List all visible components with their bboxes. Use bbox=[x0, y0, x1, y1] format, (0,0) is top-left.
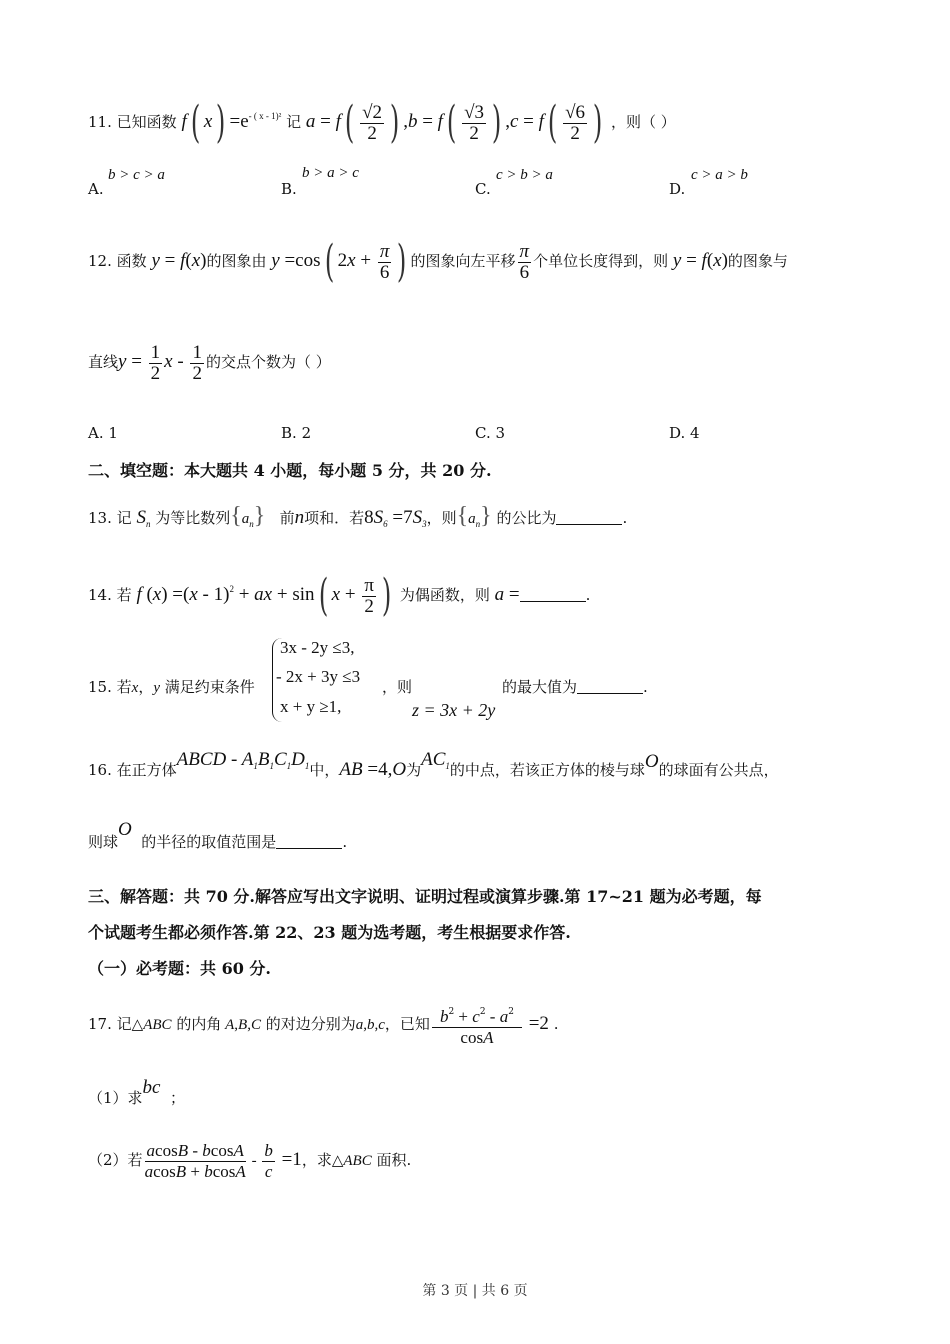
question-text: 为 bbox=[406, 761, 422, 779]
math-expression: , bbox=[505, 111, 510, 132]
constraint-2: - 2x + 3y ≤3 bbox=[276, 667, 361, 686]
fraction: $\frac{b}{c}$ bbox=[264, 1140, 273, 1181]
math-expression: 2 bbox=[337, 250, 348, 271]
question-text: 面积. bbox=[376, 1151, 412, 1169]
math-expression: △ bbox=[331, 1153, 344, 1169]
math-expression: a bbox=[494, 584, 505, 605]
math-expression: = bbox=[518, 111, 539, 132]
math-expression: + bbox=[355, 250, 376, 271]
fraction: $\frac{1}{2}$ bbox=[150, 341, 161, 384]
math-expression: - 1)$^2$ + bbox=[197, 584, 255, 605]
math-expression: , bbox=[363, 1017, 367, 1033]
page-footer: 第 3 页 | 共 6 页 bbox=[422, 1283, 528, 1299]
question-text: 的最大值为 bbox=[502, 678, 578, 696]
math-expression: x bbox=[152, 584, 162, 605]
answer-blank[interactable] bbox=[577, 679, 643, 694]
math-expression: , bbox=[403, 111, 408, 132]
fraction: $\frac{√2}{2}$ bbox=[362, 101, 383, 144]
left-paren: ( bbox=[446, 97, 457, 148]
math-expression: $a_n$ bbox=[468, 511, 481, 529]
question-text: 则球 bbox=[88, 833, 119, 851]
question-text: 记 bbox=[116, 509, 132, 527]
question-text: ， bbox=[138, 678, 154, 696]
question-text: 的公比为 bbox=[496, 509, 557, 527]
question-12-line-2 bbox=[88, 338, 331, 386]
option-c[interactable] bbox=[475, 180, 491, 198]
question-text: 若 bbox=[116, 586, 132, 604]
math-expression: =2 bbox=[523, 1013, 549, 1034]
right-paren: ) bbox=[397, 236, 407, 287]
math-expression: f bbox=[180, 250, 186, 271]
question-number: 13. bbox=[88, 509, 112, 527]
question-text: 直线 bbox=[88, 353, 119, 371]
option-letter: A. bbox=[88, 180, 104, 198]
option-letter: C. bbox=[475, 424, 491, 442]
question-number: 16. bbox=[88, 761, 112, 779]
right-brace: } bbox=[480, 503, 492, 529]
objective-function: z = 3x + 2y bbox=[412, 700, 496, 720]
right-paren: ) bbox=[389, 97, 400, 148]
option-letter: D. bbox=[669, 180, 686, 198]
fraction: $\frac{acosB - bcosA}{acosB + bcosA}$ bbox=[144, 1140, 246, 1181]
question-text: ，求 bbox=[301, 1151, 332, 1169]
option-d[interactable] bbox=[669, 424, 700, 442]
option-value: 4 bbox=[690, 424, 700, 442]
question-text: . bbox=[622, 509, 628, 527]
math-expression: y bbox=[271, 250, 280, 271]
question-text: 若 bbox=[116, 678, 132, 696]
answer-blank[interactable] bbox=[520, 587, 586, 602]
math-expression: = bbox=[681, 250, 702, 271]
option-value: 3 bbox=[495, 424, 506, 442]
option-letter: B. bbox=[281, 424, 297, 442]
question-17-part-1 bbox=[88, 1078, 185, 1118]
math-expression: ) bbox=[721, 250, 728, 271]
math-expression: c bbox=[509, 111, 519, 132]
math-expression: x bbox=[347, 250, 356, 271]
math-expression: ) bbox=[200, 250, 207, 271]
question-14 bbox=[88, 564, 591, 621]
math-expression: $S_n$ bbox=[136, 507, 151, 529]
question-17-part-2 bbox=[88, 1134, 411, 1186]
math-expression: $S_6$ bbox=[373, 507, 388, 529]
part-label: （2）若 bbox=[88, 1151, 143, 1169]
question-15 bbox=[88, 676, 255, 697]
question-text: 个单位长度得到，则 bbox=[533, 252, 669, 270]
question-text: . bbox=[342, 833, 348, 851]
math-expression: =7 bbox=[387, 507, 413, 528]
math-expression: O bbox=[644, 751, 659, 772]
question-text: ； bbox=[170, 1089, 186, 1107]
right-paren: ) bbox=[491, 97, 502, 148]
fraction: $\frac{√3}{2}$ bbox=[464, 101, 485, 144]
math-expression: f bbox=[136, 584, 142, 605]
math-expression: f bbox=[437, 111, 443, 132]
question-number: 15. bbox=[88, 678, 112, 696]
fraction: $\frac{\pi}{2}$ bbox=[364, 574, 374, 617]
question-text: 为等比数列 bbox=[155, 509, 231, 527]
question-text: 的图象向左平移 bbox=[410, 252, 516, 270]
math-expression: ) =( bbox=[161, 584, 190, 605]
math-expression: , bbox=[234, 1017, 239, 1033]
option-c-expr: c > b > a bbox=[496, 167, 553, 183]
math-expression: $S_3$ bbox=[412, 507, 427, 529]
question-text: 已知函数 bbox=[116, 113, 177, 131]
math-expression: a bbox=[355, 1017, 364, 1033]
question-text: ，则 bbox=[426, 509, 457, 527]
option-c[interactable] bbox=[475, 424, 505, 442]
section-heading-line-2: 个试题考生都必须作答.第 22、23 题为选考题，考生根据要求作答. bbox=[88, 923, 571, 942]
question-text: 的对边分别为 bbox=[265, 1015, 356, 1033]
math-expression: ( bbox=[185, 250, 192, 271]
question-number: 17. bbox=[88, 1015, 112, 1033]
left-paren: ( bbox=[190, 97, 201, 148]
right-paren: ) bbox=[381, 570, 392, 621]
option-letter: B. bbox=[281, 180, 297, 198]
math-expression: x bbox=[203, 111, 213, 132]
question-text: 的内角 bbox=[176, 1015, 222, 1033]
answer-blank[interactable] bbox=[276, 834, 342, 849]
option-a[interactable] bbox=[88, 424, 118, 442]
math-expression: - bbox=[172, 351, 189, 372]
math-expression: $AC_1$ bbox=[421, 749, 450, 771]
question-number: 14. bbox=[88, 586, 112, 604]
left-brace: { bbox=[456, 503, 469, 529]
question-number: 11. bbox=[88, 113, 112, 131]
question-text: 为偶函数，则 bbox=[399, 586, 490, 604]
option-b[interactable] bbox=[281, 424, 311, 442]
math-expression: x bbox=[189, 584, 198, 605]
question-text: 项和．若 bbox=[304, 509, 365, 527]
option-a-expr: b > c > a bbox=[108, 167, 165, 183]
math-expression: ( bbox=[141, 584, 153, 605]
question-15-tail bbox=[502, 676, 648, 697]
left-paren: ( bbox=[324, 236, 334, 287]
question-text: 的交点个数为（ ） bbox=[205, 353, 331, 371]
option-letter: D. bbox=[669, 424, 686, 442]
question-text: ，则 bbox=[382, 678, 413, 696]
option-letter: A. bbox=[88, 424, 104, 442]
math-expression: , bbox=[374, 1017, 379, 1033]
question-text: 在正方体 bbox=[116, 761, 177, 779]
math-expression: y bbox=[118, 351, 127, 372]
math-expression: f bbox=[701, 250, 707, 271]
question-13 bbox=[88, 496, 627, 536]
question-11 bbox=[88, 92, 676, 148]
right-paren: ) bbox=[592, 97, 603, 148]
math-expression: x bbox=[131, 680, 139, 696]
math-expression: ( bbox=[706, 250, 714, 271]
right-brace: } bbox=[253, 503, 266, 529]
question-number: 12. bbox=[88, 252, 112, 270]
left-paren: ( bbox=[547, 97, 558, 148]
math-expression: O bbox=[118, 819, 132, 840]
math-expression: , bbox=[247, 1017, 251, 1033]
question-text: 记 bbox=[286, 113, 302, 131]
constraint-3: x + y ≥1, bbox=[280, 697, 342, 716]
left-paren: ( bbox=[344, 97, 355, 148]
math-expression: =1 bbox=[276, 1149, 302, 1170]
math-expression: f bbox=[335, 111, 341, 132]
question-text: ，已知 bbox=[384, 1015, 430, 1033]
math-expression: - bbox=[247, 1153, 261, 1169]
math-expression: = bbox=[504, 584, 520, 605]
section-heading: 二、填空题：本大题共 4 小题，每小题 5 分，共 20 分. bbox=[88, 461, 492, 480]
fraction: $\frac{1}{2}$ bbox=[192, 341, 202, 384]
left-paren: ( bbox=[318, 570, 328, 621]
question-text: . bbox=[585, 586, 591, 604]
math-expression: x bbox=[331, 584, 341, 605]
fraction: $\frac{b^2 + c^2 - a^2}{\cos A}$ bbox=[432, 1002, 522, 1048]
question-text: 满足约束条件 bbox=[164, 678, 255, 696]
math-expression: f bbox=[538, 111, 544, 132]
right-paren: ) bbox=[216, 97, 226, 148]
math-expression: + sin bbox=[272, 584, 315, 605]
math-expression: y bbox=[153, 680, 161, 696]
math-expression: $a_n$ bbox=[241, 511, 254, 529]
question-text: 中， bbox=[309, 761, 340, 779]
option-b[interactable] bbox=[281, 180, 297, 198]
math-expression: 8 bbox=[364, 507, 374, 528]
option-value: 2 bbox=[301, 424, 312, 442]
math-expression: ax bbox=[254, 584, 273, 605]
question-text: . bbox=[643, 678, 648, 696]
math-expression: ABC bbox=[343, 1153, 372, 1169]
question-12 bbox=[88, 236, 788, 286]
question-text: 的图象与 bbox=[727, 252, 788, 270]
math-expression: = bbox=[159, 250, 181, 271]
left-brace: { bbox=[230, 503, 242, 529]
math-expression: = bbox=[315, 111, 336, 132]
question-text: 前 bbox=[279, 509, 295, 527]
math-expression: a bbox=[305, 111, 316, 132]
math-expression: = bbox=[126, 351, 147, 372]
option-a[interactable] bbox=[88, 180, 104, 198]
math-expression: x bbox=[164, 351, 173, 372]
part-label: （1）求 bbox=[88, 1089, 143, 1107]
fraction: $\frac{√6}{2}$ bbox=[565, 101, 586, 144]
math-expression: b bbox=[407, 111, 418, 132]
math-expression: y bbox=[672, 250, 682, 271]
math-expression: ABC bbox=[143, 1017, 172, 1033]
math-expression: n bbox=[294, 507, 305, 528]
question-text: 的半径的取值范围是 bbox=[141, 833, 277, 851]
math-expression: =4, bbox=[362, 759, 393, 780]
math-expression: bc bbox=[142, 1077, 161, 1098]
question-text: 的中点，若该正方体的棱与球 bbox=[449, 761, 645, 779]
question-text: 记 bbox=[116, 1015, 132, 1033]
math-expression: AB bbox=[339, 759, 363, 780]
math-expression: + bbox=[340, 584, 361, 605]
math-expression: C bbox=[250, 1017, 261, 1033]
math-expression: =cos bbox=[279, 250, 321, 271]
math-expression: x bbox=[191, 250, 201, 271]
math-expression: f bbox=[181, 111, 187, 132]
constraint-1: 3x - 2y ≤3, bbox=[280, 638, 355, 657]
option-b-expr: b > a > c bbox=[302, 165, 359, 181]
question-text: . bbox=[553, 1015, 559, 1033]
question-16-line-2 bbox=[88, 820, 347, 864]
math-expression: $=e^{- ( x - 1)^2}$ bbox=[229, 111, 282, 132]
math-expression: y bbox=[151, 250, 160, 271]
question-text: 的球面有公共点， bbox=[658, 761, 779, 779]
math-expression: B bbox=[238, 1017, 248, 1033]
math-expression: x bbox=[713, 250, 722, 271]
math-expression: A bbox=[221, 1017, 235, 1033]
question-17 bbox=[88, 996, 558, 1052]
fraction: $\frac{\pi}{6}$ bbox=[379, 240, 390, 283]
fraction: $\frac{\pi}{6}$ bbox=[519, 240, 530, 283]
math-expression: = bbox=[417, 111, 438, 132]
option-letter: C. bbox=[475, 180, 491, 198]
sub-section-heading: （一）必考题：共 60 分. bbox=[88, 959, 271, 978]
section-heading: 三、解答题：共 70 分.解答应写出文字说明、证明过程或演算步骤.第 17~21 题为必考题，每 bbox=[88, 887, 762, 906]
math-expression: c bbox=[378, 1017, 385, 1033]
math-expression: b bbox=[367, 1017, 375, 1033]
answer-blank[interactable] bbox=[556, 510, 622, 525]
question-text: ，则（ ） bbox=[610, 113, 676, 131]
option-d-expr: c > a > b bbox=[691, 167, 748, 183]
math-expression: △ bbox=[131, 1017, 144, 1033]
question-text: 的图象由 bbox=[206, 252, 267, 270]
question-text: 函数 bbox=[116, 252, 147, 270]
option-d[interactable] bbox=[669, 180, 685, 198]
math-expression: O bbox=[392, 759, 407, 780]
option-value: 1 bbox=[108, 424, 118, 442]
math-expression: ABCD - $A_1B_1C_1D_1$ bbox=[176, 749, 310, 771]
question-16 bbox=[88, 748, 779, 792]
